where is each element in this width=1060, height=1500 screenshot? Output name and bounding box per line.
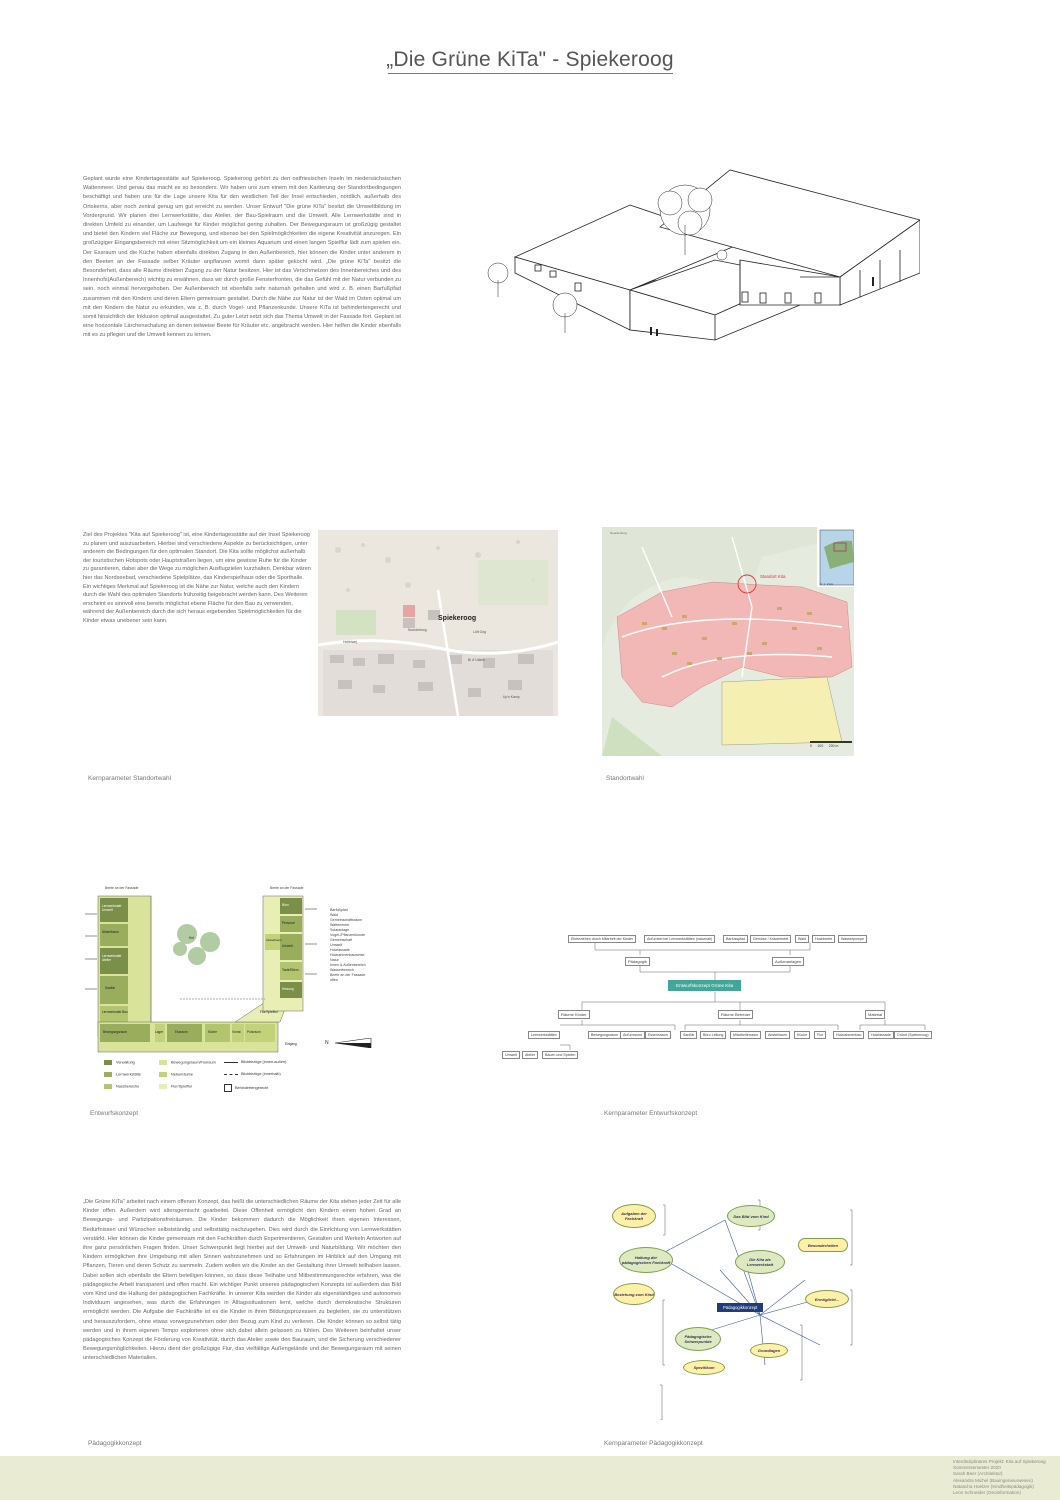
- side-list-item: Natur: [330, 958, 339, 962]
- plan-side-list: [330, 908, 390, 983]
- concept-top-box: Wasserpumpe: [838, 935, 867, 943]
- room-label: Hof: [189, 936, 194, 940]
- plan-top-label: Beete an der Fassade: [270, 886, 304, 890]
- concept-leaf: Atelier: [522, 1051, 538, 1059]
- street-label: Up'n Kamp: [503, 695, 520, 699]
- caption-entwurf: Entwurfskonzept: [90, 1110, 139, 1117]
- room-label: Küche: [208, 1030, 218, 1034]
- room-label: Lernwerkstatt Atelier: [102, 954, 122, 962]
- room-label: Essraum: [175, 1030, 188, 1034]
- footer-line: Leon Schneider (Geoinformation): [953, 1490, 1021, 1496]
- standort-label: Standort Kita: [760, 574, 786, 579]
- street-label: Noorderloog: [408, 628, 427, 632]
- north-label: N: [325, 1040, 329, 1046]
- concept-top-box: Einbeziehen durch Mitarbeit der Kinder: [568, 935, 636, 943]
- side-list-item: Umwelt: [330, 943, 342, 947]
- scale-small: 0 1 2 km: [820, 582, 834, 586]
- side-list-item: Wattenmeer: [330, 923, 350, 927]
- mindmap-node: Haltung der pädagogischen Fachkraft: [619, 1247, 673, 1273]
- concept-leaf: Büro Leitung: [700, 1031, 726, 1039]
- room-label: Heizung: [282, 987, 294, 991]
- legend-item: Flur/Spielflur: [159, 1084, 192, 1089]
- side-list-item: Barfußpfad: [330, 908, 348, 912]
- footer-credits: [953, 1459, 1048, 1496]
- concept-leaf: Holzfassade: [868, 1031, 894, 1039]
- plan-legend: [104, 1060, 294, 1110]
- mindmap-node: Ermöglicht...: [805, 1290, 849, 1308]
- side-list-item: Holzfassade: [330, 948, 350, 952]
- concept-leaf: Küche: [794, 1031, 810, 1039]
- room-label: Tackt/Eltern: [282, 968, 299, 972]
- legend-item: Blickbezüge (innerhalb): [224, 1072, 281, 1076]
- caption-standortwahl: Standortwahl: [606, 775, 644, 782]
- concept-level3: Räume Betreuer: [718, 1010, 753, 1019]
- concept-level2: Pädagogik: [625, 957, 650, 966]
- side-list-item: Wasserbereich: [330, 968, 354, 972]
- site-map-detail: [318, 530, 558, 716]
- footer-line: Sommersemester 2020: [953, 1465, 1001, 1471]
- concept-leaf: Gründ (Spiekeroog): [894, 1031, 932, 1039]
- pedagogy-mindmap: [605, 1195, 925, 1420]
- title-underline: [388, 73, 673, 74]
- concept-leaf: Bauen und Spielen: [542, 1051, 578, 1059]
- site-map-location: [602, 527, 854, 756]
- street-label: Lütt Oog: [473, 630, 487, 634]
- concept-level2: Außenanlagen: [772, 957, 804, 966]
- room-label: Büro: [282, 903, 289, 907]
- room-label: Vorrat: [232, 1030, 241, 1034]
- side-list-item: Holzrahmenbauweise: [330, 953, 365, 957]
- caption-paedagogik: Pädagogikkonzept: [88, 1440, 142, 1447]
- mindmap-node: Das Bild vom Kind: [727, 1205, 775, 1227]
- caption-paedagogik-params: Kernparameter Pädagogikkonzept: [604, 1440, 703, 1447]
- mindmap-node: Pädagogische Schwerpunkte: [675, 1327, 721, 1351]
- side-list-item: Gemeinschaftsraum: [330, 918, 363, 922]
- room-label: Lernwerkstatt Bau: [102, 1010, 128, 1014]
- legend-item: Lernwerkstätte: [104, 1072, 141, 1077]
- legend-item: Blickbezüge (innen-außen): [224, 1060, 286, 1064]
- mindmap-node: Beziehung zum Kind: [613, 1283, 655, 1305]
- side-list-item: Vogel-/Pflanzenkunde: [330, 933, 365, 937]
- room-label: Abstellraum: [266, 938, 282, 942]
- room-label: Lernwerkstatt Umwelt: [102, 904, 122, 912]
- concept-tree: [505, 930, 940, 1070]
- concept-leaf: Mitarbeiterraum: [730, 1031, 761, 1039]
- concept-top-box: Hochbeete: [812, 935, 835, 943]
- concept-leaf: Außenraum: [620, 1031, 645, 1039]
- legend-item: Verwaltung: [104, 1060, 135, 1065]
- footer-line: Natascha Hoelzer (Kindheitspädagogik): [953, 1483, 1034, 1489]
- concept-leaf: Holzrahmenbau: [833, 1031, 864, 1039]
- street-label: Noorderloog: [610, 531, 627, 535]
- concept-leaf: Flur: [814, 1031, 826, 1039]
- concept-top-box: Wald: [795, 935, 809, 943]
- page-title: „Die Grüne KiTa" - Spiekeroog: [386, 48, 674, 71]
- footer-line: Alexandra Michel (Bauingenieurwesen): [953, 1477, 1033, 1483]
- street-label: Hellerwej: [343, 640, 357, 644]
- concept-level3: Material: [865, 1010, 885, 1019]
- concept-top-box: Barfusspfad: [723, 935, 748, 943]
- concept-leaf: Abstellraum: [765, 1031, 790, 1039]
- side-list-item: Innen & Außenbereich: [330, 963, 366, 967]
- plan-top-label: Beete an der Fassade: [105, 886, 139, 890]
- side-list-item: Wald: [330, 913, 339, 917]
- room-label: Personal: [282, 921, 295, 925]
- room-label: Flur/Spielflur: [260, 1010, 278, 1014]
- room-label: Putzraum: [247, 1030, 261, 1034]
- side-list-item: Beete an der Fassade: [330, 973, 366, 977]
- mindmap-node: Grundlagen: [750, 1343, 788, 1358]
- caption-standort-params: Kernparameter Standortwahl: [88, 775, 172, 782]
- building-axonometric: [480, 165, 920, 355]
- room-label: Abstellraum: [102, 930, 119, 934]
- mindmap-node: Besonderheiten: [798, 1238, 848, 1252]
- room-label: Umwelt: [282, 944, 293, 948]
- footer-line: Sarah Beer (Architektur): [953, 1471, 1003, 1477]
- footer-line: Interdisziplinäres Projekt: Kita auf Spiekeroog: [953, 1459, 1046, 1464]
- north-arrow-icon: [333, 1038, 373, 1048]
- intro-text: Geplant wurde eine Kindertagesstätte auf Spiekeroog. Spiekeroog gehört zu den ostfriesischen Inseln im niedersächsischen Wattenmeer. Und genau das macht es so besonders. Wir haben uns zum einem mit den Kartierung der Standortbedingungen beschäftigt und haben uns für die Lage unsere Kita für den westlichen Teil der Insel entschieden, nordlich, außerhalb des Ortskerns, aber noch zentral genug um gut erreicht zu werden. Unser Entwurf "Die grüne KiTa" besitzt die Umweltbildung im Vordergrund. Wir planen drei Lernwerkstätte, das Atelier, der Bau-Spielraum und die Umwelt. Alle Lernwerkstätte sind in direkten Umfeld zu einander, um Laufwege für Kinder möglichst gering zuhalten. Der Bewegungsraum ist großzügig gestaltet und bietet den Kindern viel Fläche zur Bewegung, und ebenso bei den Spielmöglichkeiten die eigene Kreativität anzuregen. Ein großzügiger Eingangsbereich mit einer Sitzmöglichkeit um ein kleines Aquarium und einen langen Spielflur lädt zum spielen ein. Der Essraum und die Küche haben ebenfalls direkten Zugang in den Außenbereich, hier können die Kinder unter anderem in den Beeten an der Fassade selber Kräuter anpflanzen womit dann später gekocht wird. „Die grüne KiTa" besitzt die Besonderheit, dass alle Räume direkten Zugang zu der Natur besitzen. Hier ist das Verschmelzen des Innenbereiches und des Innenhofs(Außenbereich) wichtig zu erwähnen, dass wir durch große Fensterfronten, die das Gefühl mit der Natur verbunden zu sein, noch einmal hervorgehoben. Der Außenbereich ist ebenfalls sehr naturnah gehalten und wird z. B. einen Barfußpfad zusammen mit den Kindern und deren Eltern gemeinsam gestaltet. Durch die Nähe zur Natur ist der Wald im Osten optimal um mit den Kindern die Natur zu erkunden, wie z. B. durch Vogel- und Pflanzenkunde. Unsere KiTa ist behindertengerecht und somit hinsichtlich der Inklusion optimal ausgestattet. Zu guter Letzt setzt sich das Thema Umwelt in der Fassade fort. Geplant ist eine horizontale Lärchenschalung an denen teilweise Beete für Kräuter etc. angebracht werden. Hier helfen die Kinder ebenfalls mit es zu pflegen und die Umwelt kennen zu lernen.: [83, 176, 401, 339]
- concept-leaf: Bewegungsraum: [588, 1031, 621, 1039]
- site-text: Ziel des Projektes "Kita auf Spiekeroog" ist, eine Kindertagesstätte auf der Insel Spiekeroog zu planen und auszuarbeiten. Hierbei sind verschiedene Aspekte zu berücksichtigen, unter anderem die Bedingungen für den optimalen Standort. Die Kita sollte möglichst außerhalb der touristischen Hotspots oder Hauptstraßen liegen, um eine gewisse Ruhe für die Kinder zu garantieren, dabei aber die Wege zu möglichen Ausflugzielen kurzhalten. Denkbar wären hier das Nordseebad, verschiedene Spielplätze, das Kinderspielhaus oder die Sporthalle. Ein wichtiges Merkmal auf Spiekeroog ist die Nähe zur Natur, welche auch den Kindern durch die Wahl des optimalen Standorts frühzeitig beigebracht werden kann. Des Weiteren erscheint es sinnvoll eine bereits möglichst ebene Fläche für den Bau zu verwenden, während der Außenbereich durch die sich heraus ergebenden Spielmöglichkeiten für die Kinder etwas unebener sein kann.: [83, 532, 311, 624]
- side-list-item: Solaranlage: [330, 928, 350, 932]
- mindmap-node: Die Kita als Lernwerkstatt: [735, 1250, 785, 1274]
- legend-item: Nebenräume: [159, 1072, 193, 1077]
- map-island-label: Spiekeroog: [438, 615, 477, 622]
- side-list-item: Gemeinschaft: [330, 938, 353, 942]
- concept-leaf: Umwelt: [502, 1051, 520, 1059]
- room-label: Lager: [155, 1030, 164, 1034]
- side-list-item: offen: [330, 978, 338, 982]
- mindmap-node: Aufgaben der Fachkraft: [612, 1204, 656, 1228]
- concept-level3: Räume Kinder: [558, 1010, 590, 1019]
- street-label: Bi d' Utkiek: [468, 658, 485, 662]
- legend-item: Behindertengerecht: [224, 1084, 268, 1092]
- mindmap-node: Spezifikum: [683, 1360, 725, 1375]
- room-label: Eingang: [285, 1042, 297, 1046]
- pedagogy-text: „Die Grüne KiTa" arbeitet nach einem offenen Konzept, das heißt die unterschiedlichen Räume der Kita stehen jeder Zeit für alle Kinder offen. Außerdem wird altersgemischt gearbeitet. Diese Offenheit ermöglicht den Kindern einen hohen Grad an Bewegungs- und Partizipationsfreiräumen. Die Kinder bekommen dadurch die Möglichkeit ihren eigenen Interessen, Bedürfnissen und Wünschen selbstständig und selbsttätig nachzugehen. Dies wird durch die Einrichtung von Lernwerkstätten verstärkt. Hier können die Kinder gemeinsam mit den Fachkräften durch Experimentieren, Gestalten und Werkeln Antworten auf ihre ganz persönlichen Fragen finden. Unser Schwerpunkt liegt hierbei auf der Umwelt- und Naturbildung. Wir möchten den Kindern ermöglichen ihre Umgebung mit allen Sinnen wahrzunehmen und so Erfahrungen im Hinblick auf den Umgang mit Pflanzen, Tieren und deren Schutz zu sammeln. Zudem wollen wir die Kinder an der Gestaltung ihrer Umwelt teilhaben lassen. Dabei sollen sich ebenfalls die Eltern beteiligen können, so dass diese Teilhabe und Mitbestimmungsrechte erfahren, was die pädagogische Arbeit transparent und offen macht. Ein wichtiger Punkt unseres pädagogischen Konzepts ist außerdem das Bild vom Kind und die Haltung der pädagogischen Fachkräfte. In unserer Kita werden die Kinder als eigenständiges und autonomes Individuum angesehen, was durch die Erfahrungen in Alltagssituationen lernt, welche durch demokratische Strukturen ermöglicht werden. Die Aufgabe der Fachkräfte ist es die Kinder in ihren Bildungsprozessen zu begleiten, sie zu unterstützen und herauszufordern, ohne etwas vorwegzunehmen oder den Bezug zum Kind zu verlieren. Die Kinder können so selbst tätig werden und in ihrem eigenen Tempo explorieren ohne sich dabei allein gelassen zu fühlen. Des Weiteren beinhaltet unser pädagogisches Konzept die Förderung von Kreativität, durch das Atelier sowie den Bauraum, und die Sicherung verschiedener Bewegungsmöglichkeiten. Hierzu dient der großzügige Flur, das vielfältige Außengelände und der Bewegungsraum mit seinen unterschiedlichen Materialien.: [83, 1199, 401, 1362]
- room-label: Bewegungsraum: [103, 1030, 127, 1034]
- concept-leaf: Essensraum: [645, 1031, 671, 1039]
- legend-item: Nassbereiche: [104, 1084, 139, 1089]
- scale-large: 0 100 200 m: [810, 741, 852, 748]
- legend-item: Bewegungsraum/Flurraum: [159, 1060, 216, 1065]
- concept-root: Entwurfskonzept Grüne Kita: [668, 980, 741, 991]
- concept-top-box: Außenbei bei Lernwerkstätten (naturnah): [644, 935, 715, 943]
- concept-leaf: Sanitär: [680, 1031, 697, 1039]
- caption-entwurf-params: Kernparameter Entwurfskonzept: [604, 1110, 698, 1117]
- concept-leaf: Lernwerkstätten: [528, 1031, 560, 1039]
- footer-band: [0, 1456, 1060, 1500]
- mindmap-center: Pädagogikkonzept: [717, 1303, 763, 1312]
- concept-top-box: Gemüse / Kräuterbeet: [750, 935, 791, 943]
- room-label: Sanitär: [105, 986, 116, 990]
